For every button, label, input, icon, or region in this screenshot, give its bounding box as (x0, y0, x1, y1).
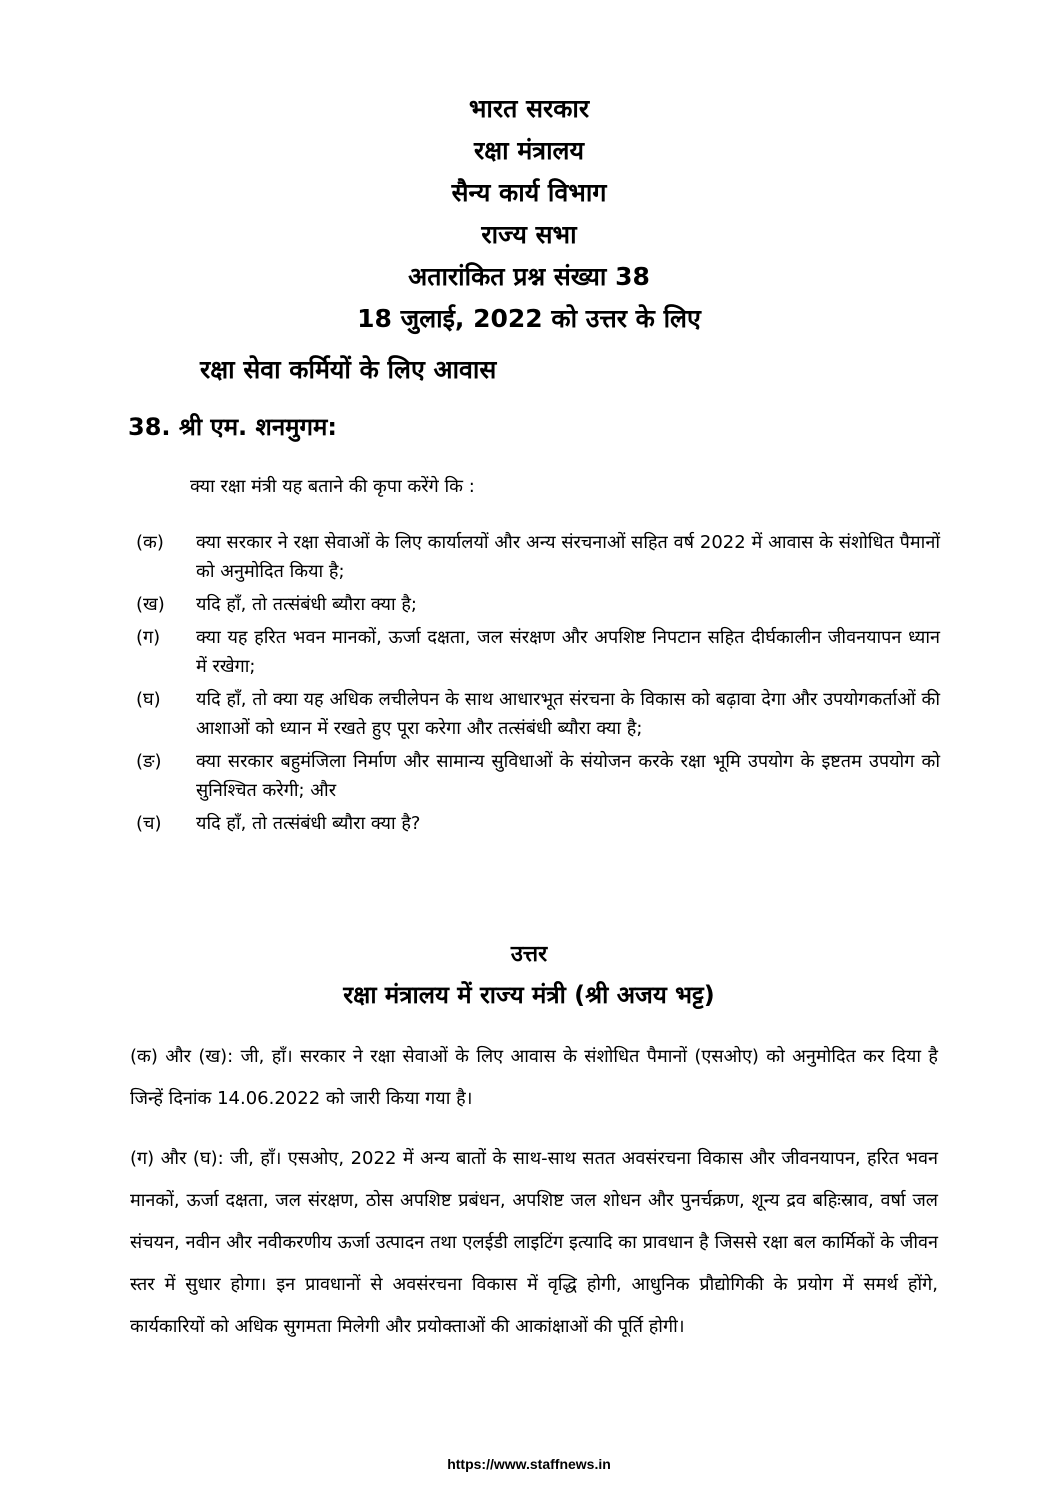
part-text: क्या सरकार बहुमंजिला निर्माण और सामान्य सुविधाओं के संयोजन करके रक्षा भूमि उपयोग के इष्टतम उपयोग को सुनिश्चित करेगी; और (196, 751, 940, 801)
part-label: (ख) (136, 594, 165, 615)
part-label: (घ) (136, 689, 161, 710)
answer-minister: रक्षा मंत्रालय में राज्य मंत्री (श्री अजय भट्ट) (343, 981, 715, 1009)
part-text: यदि हाँ, तो तत्संबंधी ब्यौरा क्या है; (196, 594, 417, 615)
heading-question-number: अतारांकित प्रश्न संख्या 38 (408, 262, 650, 291)
document-heading (0, 88, 1058, 340)
question-parts (130, 528, 940, 842)
part-text: यदि हाँ, तो क्या यह अधिक लचीलेपन के साथ आधारभूत संरचना के विकास को बढ़ावा देगा और उपयोगकर्ताओं की आशाओं को ध्यान में रखते हुए पूरा करेगा और तत्संबंधी ब्यौरा क्या है; (196, 689, 940, 739)
part-text: क्या यह हरित भवन मानकों, ऊर्जा दक्षता, जल संरक्षण और अपशिष्ट निपटान सहित दीर्घकालीन जीवनयापन ध्यान में रखेगा; (196, 627, 940, 677)
part-label: (क) (136, 532, 164, 553)
question-subject: रक्षा सेवा कर्मियों के लिए आवास (200, 355, 497, 384)
heading-government: भारत सरकार (468, 94, 590, 123)
footer-source-url: https://www.staffnews.in (447, 1456, 611, 1472)
heading-ministry: रक्षा मंत्रालय (473, 136, 584, 165)
question-member: 38. श्री एम. शनमुगम: (128, 413, 337, 441)
question-part (130, 809, 940, 838)
part-label: (च) (136, 813, 162, 834)
question-part (130, 685, 940, 743)
question-part (130, 623, 940, 681)
answer-paragraph-2: (ग) और (घ): जी, हाँ। एसओए, 2022 में अन्य बातों के साथ-साथ सतत अवसंरचना विकास और जीवनयापन, हरित भवन मानकों, ऊर्जा दक्षता, जल संरक्षण, ठोस अपशिष्ट प्रबंधन, अपशिष्ट जल शोधन और पुनर्चक्रण, शून्य द्रव बहिःस्राव, वर्षा जल संचयन, नवीन और नवीकरणीय ऊर्जा उत्पादन तथा एलईडी लाइटिंग इत्यादि का प्रावधान है जिससे रक्षा बल कार्मिकों के जीवन स्तर में सुधार होगा। इन प्रावधानों से अवसंरचना विकास में वृद्धि होगी, आधुनिक प्रौद्योगिकी के प्रयोग में समर्थ होंगे, कार्यकारियों को अधिक सुगमता मिलेगी और प्रयोक्ताओं की आकांक्षाओं की पूर्ति होगी। (130, 1148, 938, 1337)
question-part (130, 590, 940, 619)
heading-department: सैन्य कार्य विभाग (451, 178, 607, 207)
part-label: (ङ) (136, 751, 162, 772)
question-part (130, 528, 940, 586)
answer-heading (0, 935, 1058, 1015)
heading-answer-date: 18 जुलाई, 2022 को उत्तर के लिए (357, 304, 701, 333)
heading-house: राज्य सभा (481, 220, 577, 249)
answer-title: उत्तर (510, 942, 548, 967)
question-part (130, 747, 940, 805)
part-text: क्या सरकार ने रक्षा सेवाओं के लिए कार्यालयों और अन्य संरचनाओं सहित वर्ष 2022 में आवास के संशोधित पैमानों को अनुमोदित किया है; (196, 532, 940, 582)
part-label: (ग) (136, 627, 161, 648)
question-intro: क्या रक्षा मंत्री यह बताने की कृपा करेंगे कि : (190, 476, 475, 497)
answer-paragraph-1: (क) और (ख): जी, हाँ। सरकार ने रक्षा सेवाओं के लिए आवास के संशोधित पैमानों (एसओए) को अनुमोदित कर दिया है जिन्हें दिनांक 14.06.2022 को जारी किया गया है। (130, 1046, 938, 1109)
part-text: यदि हाँ, तो तत्संबंधी ब्यौरा क्या है? (196, 813, 421, 834)
